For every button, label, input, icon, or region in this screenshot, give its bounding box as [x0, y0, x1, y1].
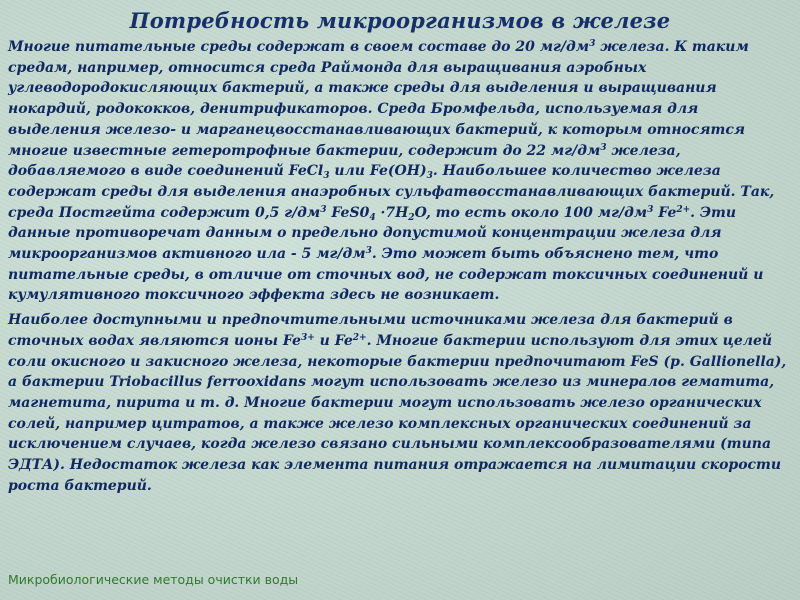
text-run: . Наибольшее количество железа содержат среды для выделения анаэробных сульфатвосстанавливающих бактерий. Так, среда Постгейта содержит 0,5 г/дм — [8, 163, 775, 221]
superscript: 3+ — [300, 332, 315, 343]
slide-title: Потребность микроорганизмов в железе — [129, 8, 671, 33]
superscript: 3 — [600, 142, 607, 153]
slide-body — [8, 37, 794, 496]
text-run: и Fe — [314, 332, 353, 349]
superscript: 3 — [589, 39, 596, 49]
text-run: или Fe(OH) — [329, 163, 427, 180]
superscript: 2+ — [676, 204, 691, 215]
text-run: Наиболее доступными и предпочтительными источниками железа для бактерий в сточных водах являются ионы Fe — [8, 312, 733, 349]
subscript: 2 — [408, 212, 415, 223]
text-run: FeS0 — [326, 204, 370, 221]
subscript: 4 — [369, 212, 376, 223]
superscript: 3 — [320, 204, 327, 215]
text-run: Fe — [653, 204, 677, 221]
superscript: 3 — [647, 204, 654, 215]
text-run: O, то есть около 100 мг/дм — [414, 204, 648, 221]
text-run: ·7H — [375, 204, 409, 221]
subscript: 3 — [426, 171, 433, 182]
superscript: 2+ — [352, 332, 367, 343]
superscript: 3 — [365, 246, 372, 257]
text-run: Многие питательные среды содержат в своем составе до 20 мг/дм — [8, 39, 590, 55]
text-run: . Эти данные противоречат данным о предельно допустимой концентрации железа для микроорганизмов активного ила - 5 мг/дм — [8, 204, 737, 263]
paragraph-iron-sources — [8, 310, 794, 496]
text-run: . Это может быть объяснено тем, что питательные среды, в отличие от сточных вод, не содержат токсичных соединений и кумулятивного токсичного эффекта здесь не возникает. — [8, 246, 764, 304]
text-run: железа, добавляемого в виде соединений FeCl — [8, 142, 681, 180]
text-run: железа. К таким средам, например, относится среда Раймонда для выращивания аэробных углеводородокисляющих бактерий, а также среды для выделения и выращивания нокардий, родококков, денитрификаторов. Среда Бромфельда, используемая для выделения железо- и марганецвосстанавливающих бактерий, к которым относятся многие известные гетеротрофные бактерии, содержит до 22 мг/дм — [8, 39, 749, 159]
paragraph-growth-media — [8, 37, 794, 306]
text-run: . Многие бактерии используют для этих целей соли окисного и закисного железа, некоторые бактерии предпочитают FeS (р. Gallionella), а бактерии Triobacillus ferrooxidans могут использовать железо из минералов гематита, магнетита, пирита и т. д. Многие бактерии могут использовать железо органических солей, например цитратов, а также железо комплексных органических соединений за исключением случаев, когда железо связано сильными комплексообразователями (типа ЭДТА). Недостаток железа как элемента питания отражается на лимитации скорости роста бактерий. — [8, 332, 787, 494]
slide-footer: Микробиологические методы очистки воды — [8, 572, 299, 587]
subscript: 3 — [323, 171, 330, 182]
